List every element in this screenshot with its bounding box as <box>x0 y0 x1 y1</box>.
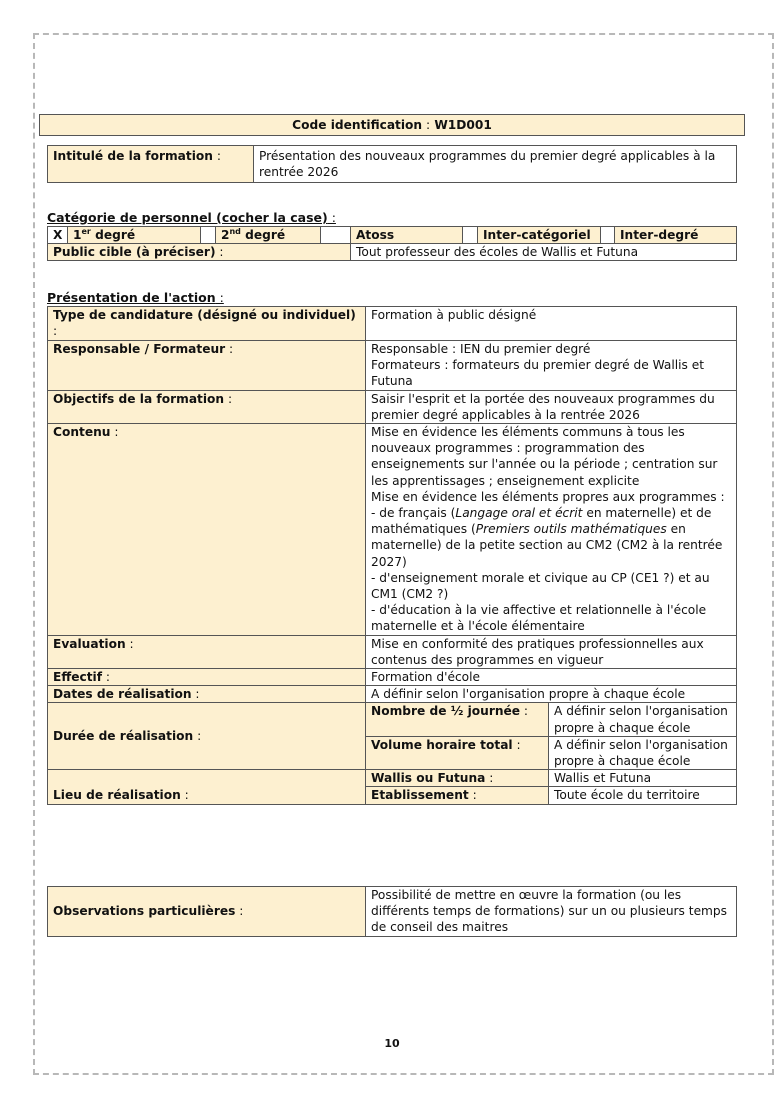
checkbox-1er-degre[interactable]: X <box>48 227 68 244</box>
intitule-label: Intitulé de la formation <box>53 149 213 163</box>
type-candidature-label: Type de candidature (désigné ou individuel) <box>53 308 356 322</box>
duree-label-cell <box>48 703 366 770</box>
etablissement-value: Toute école du territoire <box>549 787 737 804</box>
checkbox-atoss[interactable] <box>321 227 351 244</box>
type-candidature-value: Formation à public désigné <box>366 307 737 341</box>
responsable-label-cell <box>48 341 366 391</box>
ile-label-cell <box>366 770 549 787</box>
categorie-heading-text: Catégorie de personnel (cocher la case) <box>47 210 328 225</box>
intitule-value: Présentation des nouveaux programmes du premier degré applicables à la rentrée 2026 <box>254 146 737 183</box>
ile-value: Wallis et Futuna <box>549 770 737 787</box>
colon: : <box>520 704 529 719</box>
dates-label: Dates de réalisation <box>53 687 192 702</box>
contenu-paragraph: - d'éducation à la vie affective et relationnelle à l'école maternelle et à l'école élémentaire <box>371 603 707 634</box>
option-2nd-degre-sup: nd <box>229 226 241 236</box>
option-1er-degre-base: 1 <box>73 228 82 242</box>
colon: : <box>212 149 221 163</box>
colon: : <box>215 290 224 305</box>
option-1er-degre-rest: degré <box>90 228 136 242</box>
checkbox-inter-categoriel[interactable] <box>463 227 478 244</box>
ile-label: Wallis ou Futuna <box>371 771 486 786</box>
colon: : <box>468 788 477 803</box>
volume-horaire-label: Volume horaire total <box>371 737 513 752</box>
colon: : <box>193 729 202 744</box>
colon: : <box>102 670 110 685</box>
contenu-label-cell <box>48 424 366 636</box>
observations-value: Possibilité de mettre en œuvre la formation (ou les différents temps de formations) sur un ou plusieurs temps de conseil des maitres <box>366 887 737 937</box>
contenu-italic: Premiers outils mathématiques <box>475 522 667 537</box>
categorie-table <box>47 226 737 261</box>
colon: : <box>110 425 119 440</box>
evaluation-value: Mise en conformité des pratiques professionnelles aux contenus des programmes en vigueur <box>366 635 737 668</box>
formateurs-line: Formateurs : formateurs du premier degré de Wallis et Futuna <box>371 358 705 389</box>
colon: : <box>215 245 224 260</box>
colon: : <box>191 687 200 702</box>
checkbox-2nd-degre[interactable] <box>201 227 216 244</box>
responsable-line: Responsable : IEN du premier degré <box>371 342 591 356</box>
presentation-heading <box>47 290 224 305</box>
colon: : <box>327 210 336 225</box>
nb-demi-journee-label: Nombre de ½ journée <box>371 704 521 719</box>
colon: : <box>485 771 494 786</box>
colon: : <box>125 636 134 651</box>
observations-table <box>47 886 737 937</box>
volume-horaire-value: A définir selon l'organisation propre à chaque école <box>549 736 737 769</box>
objectifs-value: Saisir l'esprit et la portée des nouveaux programmes du premier degré applicables à la rentrée 2026 <box>366 390 737 423</box>
objectifs-label: Objectifs de la formation <box>53 391 225 406</box>
contenu-italic: Langage oral et écrit <box>455 506 583 521</box>
effectif-label-cell <box>48 669 366 686</box>
code-identification <box>40 115 745 136</box>
nb-demi-journee-label-cell <box>366 703 549 736</box>
public-cible-label: Public cible (à préciser) <box>53 245 216 260</box>
public-cible-label-cell <box>48 244 351 261</box>
contenu-paragraph: Mise en évidence les éléments propres aux programmes : <box>371 489 725 504</box>
contenu-paragraph: - d'enseignement morale et civique au CP (CE1 ?) et au CM1 (CM2 ?) <box>371 570 710 602</box>
etablissement-label-cell <box>366 787 549 804</box>
public-cible-value: Tout professeur des écoles de Wallis et Futuna <box>351 244 737 261</box>
contenu-label: Contenu <box>53 425 111 440</box>
nb-demi-journee-value: A définir selon l'organisation propre à chaque école <box>549 703 737 736</box>
observations-label-cell <box>48 887 366 937</box>
objectifs-label-cell <box>48 390 366 423</box>
etablissement-label: Etablissement <box>371 788 469 803</box>
contenu-value <box>366 424 737 636</box>
contenu-text: - de français ( <box>371 506 456 521</box>
observations-label: Observations particulières <box>53 904 236 919</box>
code-identification-value: W1D001 <box>434 118 492 132</box>
presentation-table <box>47 306 737 805</box>
responsable-label: Responsable / Formateur <box>53 342 226 356</box>
option-2nd-degre-base: 2 <box>221 228 230 242</box>
colon: : <box>422 118 431 132</box>
dates-value: A définir selon l'organisation propre à chaque école <box>366 686 737 703</box>
colon: : <box>53 324 58 339</box>
colon: : <box>180 788 189 803</box>
colon: : <box>225 342 234 356</box>
intitule-label-cell <box>48 146 254 183</box>
effectif-label: Effectif <box>53 670 102 685</box>
volume-horaire-label-cell <box>366 736 549 769</box>
evaluation-label: Evaluation <box>53 636 126 651</box>
option-2nd-degre-rest: degré <box>240 228 286 242</box>
option-inter-degre: Inter-degré <box>615 227 737 244</box>
type-candidature-label-cell <box>48 307 366 341</box>
responsable-value <box>366 341 737 391</box>
option-inter-categoriel: Inter-catégoriel <box>478 227 601 244</box>
contenu-text: en maternelle) et de mathématiques ( <box>371 506 712 537</box>
code-identification-box <box>39 114 745 136</box>
effectif-value: Formation d'école <box>366 669 737 686</box>
colon: : <box>235 904 244 919</box>
contenu-paragraph <box>371 505 731 570</box>
lieu-label: Lieu de réalisation <box>53 788 181 803</box>
code-identification-label: Code identification <box>292 118 423 132</box>
dates-label-cell <box>48 686 366 703</box>
duree-label: Durée de réalisation <box>53 729 194 744</box>
contenu-text: en maternelle) de la petite section au CM2 (CM2 à la rentrée 2027) <box>371 522 723 569</box>
option-atoss: Atoss <box>351 227 463 244</box>
evaluation-label-cell <box>48 635 366 668</box>
colon: : <box>224 391 233 406</box>
option-1er-degre <box>68 227 201 244</box>
lieu-label-cell <box>48 770 366 804</box>
contenu-paragraph: Mise en évidence les éléments communs à tous les nouveaux programmes : programmation des enseignements sur l'année ou la période ; centration sur les apprentissages ; enseignement explicite <box>371 425 718 488</box>
option-1er-degre-sup: er <box>81 226 91 236</box>
colon: : <box>512 737 521 752</box>
checkbox-inter-degre[interactable] <box>601 227 615 244</box>
page-number: 10 <box>384 1037 400 1050</box>
intitule-table <box>47 145 737 183</box>
categorie-heading <box>47 210 336 225</box>
presentation-heading-text: Présentation de l'action <box>47 290 216 305</box>
option-2nd-degre <box>216 227 321 244</box>
